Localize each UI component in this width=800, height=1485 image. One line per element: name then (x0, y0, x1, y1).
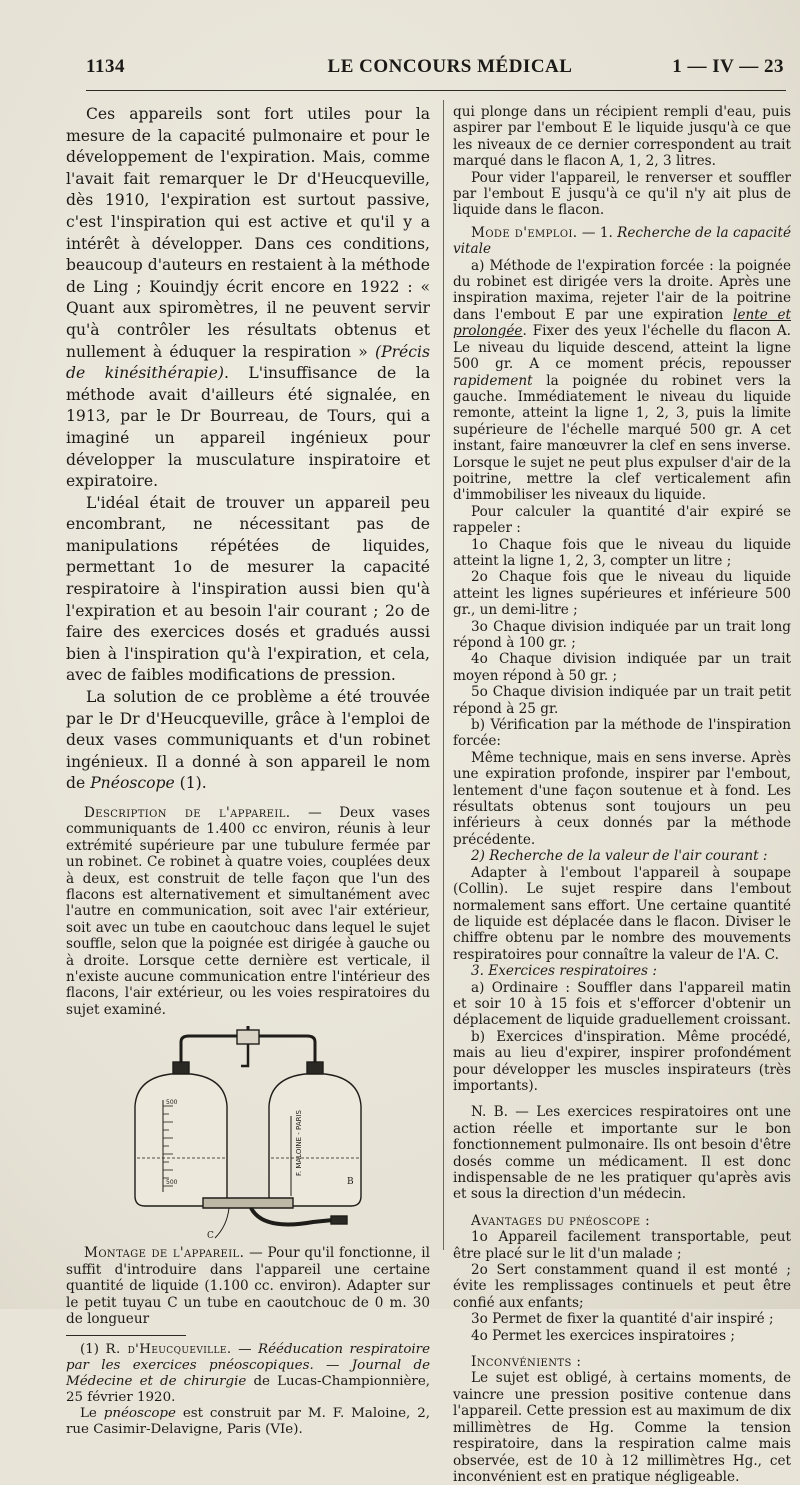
footnote-title: — Rééducation respiratoire par les exercices pnéoscopiques. — Journal de Médecine et de chirurgie (66, 1342, 430, 1390)
nota-bene: N. B. — Les exercices respiratoires ont une action réelle et importante sur le bon fonctionnement pulmonaire. Ils ont besoin d'être dosés comme un médicament. Il est donc indispensable de ne les pratiquer qu'après avis et sous la direction d'un médecin. (453, 1104, 791, 1203)
drawbacks-text: Le sujet est obligé, à certains moments, de vaincre une pression positive contenue dans l'appareil. Cette pression est au maximum de dix millimètres de Hg. Comme la tension respiratoire, dans la respiration calme mais observée, est de 10 à 12 millimètres Hg., cet inconvénient est en pratique négligeable. (453, 1370, 791, 1485)
bottle-a (135, 1062, 227, 1206)
paragraph-text: La solution de ce problème a été trouvée par le Dr d'Heucqueville, grâce à l'emploi de deux vases communiquants et d'un robinet ingénieux. Il a donné à son appareil le nom de (66, 688, 430, 793)
header-rule (86, 90, 786, 91)
footnote-ref: (1). (179, 774, 207, 793)
maker-label: F. MALOINE - PARIS (295, 1110, 303, 1177)
subsection-b-title: b) Vérification par la méthode de l'inspiration forcée: (453, 717, 791, 750)
section-text: — Deux vases communiquants de 1.400 cc environ, réunis à leur extrémité supérieure par une tubulure fermée par un robinet. Ce robinet à quatre voies, couplées deux à deux, est construit de telle façon que l'un des flacons est alternativement et simultanément avec l'autre en communication, soit avec l'air extérieur, soit avec un tube en caoutchouc dans lequel le sujet souffle, selon que la poignée est dirigée à gauche ou à droite. Lorsque cette dernière est verticale, il n'existe aucune communication entre l'intérieur des flacons, l'air extérieur, ou les voies respiratoires du sujet examiné. (66, 805, 430, 1018)
subsection-3-a: a) Ordinaire : Souffler dans l'appareil matin et soir 10 à 15 fois et s'efforcer d'obtenir un déplacement de liquide graduellement croissant. (453, 979, 791, 1029)
advantage-3: 3o Permet de fixer la quantité d'air inspiré ; (471, 1311, 774, 1328)
scale-label-bottom: 500 (166, 1179, 178, 1187)
drawbacks-title: Inconvénients : (471, 1354, 582, 1371)
left-column (66, 104, 430, 1438)
emphasis: rapidement (453, 372, 533, 389)
paragraph-empty: Pour vider l'appareil, le renverser et souffler par l'embout E jusqu'à ce qu'il n'y ait plus de liquide dans le flacon. (453, 169, 791, 219)
footnote-text: Le (80, 1406, 97, 1422)
section-title: Montage de l'appareil. (84, 1245, 245, 1262)
section-description (66, 805, 430, 1018)
column-divider (443, 100, 444, 1250)
paragraph-solution (66, 687, 430, 795)
paragraph-text: . Fixer des yeux l'échelle du flacon A. Le niveau du liquide descend, atteint la ligne 500 gr. A ce moment précis, repousser (453, 323, 791, 373)
pneoscope-name: pnéoscope (103, 1406, 176, 1422)
section-text: — Pour qu'il fonctionne, il suffit d'introduire dans l'appareil une certaine quantité de liquide (1.100 cc. environ). Adapter sur le petit tuyau C un tube en caoutchouc de 0 m. 30 de longueur (66, 1245, 431, 1327)
journal-title: LE CONCOURS MÉDICAL (327, 56, 573, 77)
advantage-2: 2o Sert constamment quand il est monté ; évite les remplissages continuels et peut être confié aux enfants; (453, 1262, 791, 1311)
paragraph-forced-expiration (453, 258, 791, 504)
issue-date: 1 — IV — 23 (672, 56, 784, 77)
calc-item-5: 5o Chaque division indiquée par un trait petit répond à 25 gr. (453, 684, 791, 717)
footnote-1 (66, 1342, 430, 1406)
footnote-mark: (1) (80, 1342, 99, 1358)
scale-label-top: 500 (166, 1099, 178, 1107)
footnote-2 (66, 1406, 430, 1438)
valve-outlet (241, 1044, 248, 1066)
calc-item-1: 1o Chaque fois que le niveau du liquide atteint la ligne 1, 2, 3, compter un litre ; (453, 536, 791, 569)
citation-precis: (Précis de kinésithérapie) (66, 342, 430, 383)
calc-item-2: 2o Chaque fois que le niveau du liquide atteint les lignes supérieures et inférieure 500 gr., un demi-litre ; (453, 569, 791, 619)
paragraph-text: a) Méthode de l'expiration forcée : la poignée du robinet est dirigée vers la droite. Après une inspiration maxima, rejeter l'air de la poitrine dans l'embout E par une expiration (453, 257, 791, 323)
paragraph-ideal: L'idéal était de trouver un appareil peu encombrant, ne nécessitant pas de manipulations répétées de liquides, permettant 1o de mesurer la capacité respiratoire à l'inspiration aussi bien qu'à l'expiration et au besoin l'air courant ; 2o de faire des exercices dosés et gradués aussi bien à l'inspiration qu'à l'expiration, et cela, avec de faibles modifications de pression. (66, 493, 430, 685)
subsection-2-title: 2) Recherche de la valeur de l'air courant : (471, 848, 768, 865)
footnote-author: R. d'Heucqueville. (105, 1342, 232, 1358)
advantage-1: 1o Appareil facilement transportable, peut être placé sur le lit d'un malade ; (453, 1229, 791, 1262)
pneoscope-name: Pnéoscope (90, 774, 175, 793)
paragraph-spirometers (66, 104, 430, 493)
tube-c (215, 1208, 229, 1238)
emphasis: lente et prolongée (453, 306, 792, 340)
base-fitting (203, 1198, 293, 1208)
mouthpiece (331, 1216, 347, 1224)
label-b: B (347, 1177, 354, 1188)
right-column (453, 104, 791, 1485)
subsection-3-title: 3. Exercices respiratoires : (471, 963, 657, 980)
subsection-3-b: b) Exercices d'inspiration. Même procédé, mais au lieu d'expirer, inspirer profondément pour développer les muscles inspirateurs (très importants). (453, 1028, 791, 1094)
paragraph-text: Ces appareils sont fort utiles pour la mesure de la capacité pulmonaire et pour le développement de l'expiration. Mais, comme l'avait fait remarquer le Dr d'Heucqueville, dès 1910, l'expiration est surtout passive, c'est l'inspiration qui est active et qu'il y a intérêt à développer. Dans ces conditions, beaucoup d'auteurs en restaient à la méthode de Ling ; Kouindjy écrit encore en 1922 : « Quant aux spiromètres, il ne peuvent servir qu'à contrôler les résultats obtenus et nullement à éduquer la respiration » (66, 105, 430, 361)
section-title: Mode d'emploi. (471, 224, 578, 241)
valve-body (237, 1030, 259, 1044)
advantages-title: Avantages du pnéoscope : (471, 1212, 651, 1229)
advantage-4: 4o Permet les exercices inspiratoires ; (471, 1327, 735, 1344)
subsection-b-text: Même technique, mais en sens inverse. Après une expiration profonde, inspirer par l'embout, lentement d'une façon soutenue et à fond. Les résultats obtenus sont toujours un peu inférieurs à ceux donnés par la méthode précédente. (453, 749, 791, 848)
page-header (86, 56, 784, 86)
paragraph-text: la poignée du robinet vers la gauche. Immédiatement le niveau du liquide remonte, atteint la ligne 1, 2, 3, puis la limite supérieure de l'échelle marqué 500 gr. A cet instant, faire manœuvrer la clef en sens inverse. Lorsque le sujet ne peut plus expulser d'air de la poitrine, mettre la clef verticalement afin d'immobiliser les niveaux du liquide. (453, 372, 791, 504)
footnote-text: de Lucas-Championnière, 25 février 1920. (66, 1374, 431, 1406)
calc-item-3: 3o Chaque division indiquée par un trait long répond à 100 gr. ; (453, 618, 791, 651)
section-subtitle: Recherche de la capacité vitale (453, 224, 791, 258)
calc-intro: Pour calculer la quantité d'air expiré se rappeler : (453, 503, 791, 537)
section-mode (453, 225, 791, 258)
rubber-tube (251, 1208, 333, 1225)
label-c: C (207, 1231, 214, 1242)
calc-item-4: 4o Chaque division indiquée par un trait moyen répond à 50 gr. ; (453, 651, 791, 684)
section-title: Description de l'appareil. (84, 805, 291, 821)
page-number: 1134 (86, 56, 125, 77)
apparatus-illustration (133, 1026, 363, 1241)
section-number: — 1. (581, 224, 613, 241)
footnote-rule (66, 1335, 186, 1336)
subsection-2-text: Adapter à l'embout l'appareil à soupape (Collin). Le sujet respire dans l'embout normalement sans effort. Une certaine quantité de liquide est déplacée dans le flacon. Diviser le chiffre obtenu par le nombre des mouvements respiratoires pour connaître la valeur de l'A. C. (453, 864, 791, 963)
footnote-text: est construit par M. F. Maloine, 2, rue Casimir-Delavigne, Paris (VIe). (66, 1406, 430, 1438)
paragraph-text: . L'insuffisance de la méthode avait d'ailleurs été signalée, en 1913, par le Dr Bourreau, de Tours, qui a imaginé un appareil ingénieux pour développer la musculature inspiratoire et expiratoire. (66, 364, 430, 491)
paragraph-fill: qui plonge dans un récipient rempli d'eau, puis aspirer par l'embout E le liquide jusqu'à ce que les niveaux de ce dernier correspondent au trait marqué dans le flacon A, 1, 2, 3 litres. (453, 104, 791, 170)
section-montage (66, 1245, 430, 1327)
